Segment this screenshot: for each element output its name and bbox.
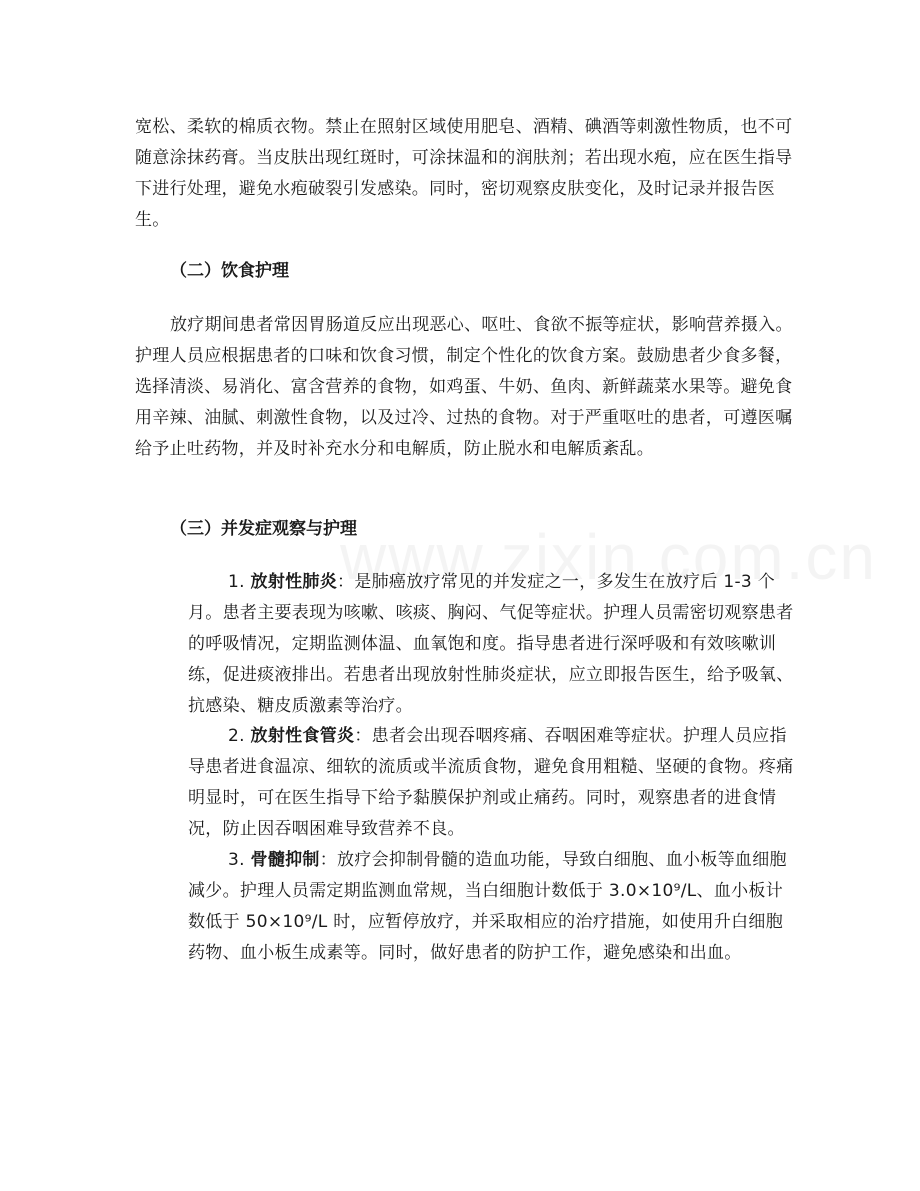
section-heading-complications: （三）并发症观察与护理 xyxy=(170,519,357,539)
item-text: ：放疗会抑制骨髓的造血功能，导致白细胞、血小板等血细胞减少。护理人员需定期监测血常规，当白细胞计数低于 3.0×10⁹/L、血小板计数低于 50×10⁹/L 时，应暂停放疗，并采取相应的治疗措施，如使用升白细胞药物、血小板生成素等。同时，做好患者的防护工作，避免感染和出血。 xyxy=(188,850,787,963)
item-number: 2. xyxy=(228,726,251,746)
item-text: ：是肺癌放疗常见的并发症之一，多发生在放疗后 1-3 个月。患者主要表现为咳嗽、咳痰、胸闷、气促等症状。护理人员需密切观察患者的呼吸情况，定期监测体温、血氧饱和度。指导患者进行深呼吸和有效咳嗽训练，促进痰液排出。若患者出现放射性肺炎症状，应立即报告医生，给予吸氧、抗感染、糖皮质激素等治疗。 xyxy=(188,572,794,716)
item-term: 骨髓抑制 xyxy=(250,850,320,870)
paragraph-skin-care-continued: 宽松、柔软的棉质衣物。禁止在照射区域使用肥皂、酒精、碘酒等刺激性物质，也不可随意涂抹药膏。当皮肤出现红斑时，可涂抹温和的润肤剂；若出现水疱，应在医生指导下进行处理，避免水疱破裂引发感染。同时，密切观察皮肤变化，及时记录并报告医生。 xyxy=(135,117,793,230)
paragraph-diet-care: 放疗期间患者常因胃肠道反应出现恶心、呕吐、食欲不振等症状，影响营养摄入。护理人员应根据患者的口味和饮食习惯，制定个性化的饮食方案。鼓励患者少食多餐，选择清淡、易消化、富含营养的食物，如鸡蛋、牛奶、鱼肉、新鲜蔬菜水果等。避免食用辛辣、油腻、刺激性食物，以及过冷、过热的食物。对于严重呕吐的患者，可遵医嘱给予止吐药物，并及时补充水分和电解质，防止脱水和电解质紊乱。 xyxy=(135,315,793,459)
section-heading-diet-care: （二）饮食护理 xyxy=(170,261,289,281)
list-item-radiation-esophagitis xyxy=(188,721,795,845)
list-item-bone-marrow-suppression xyxy=(188,845,795,969)
item-text: ：患者会出现吞咽疼痛、吞咽困难等症状。护理人员应指导患者进食温凉、细软的流质或半流质食物，避免食用粗糙、坚硬的食物。疼痛明显时，可在医生指导下给予黏膜保护剂或止痛药。同时，观察患者的进食情况，防止因吞咽困难导致营养不良。 xyxy=(188,726,794,839)
item-term: 放射性肺炎 xyxy=(250,572,338,592)
list-item-radiation-pneumonitis xyxy=(188,567,795,722)
item-term: 放射性食管炎 xyxy=(250,726,355,746)
item-number: 1. xyxy=(228,572,251,592)
item-number: 3. xyxy=(228,850,251,870)
